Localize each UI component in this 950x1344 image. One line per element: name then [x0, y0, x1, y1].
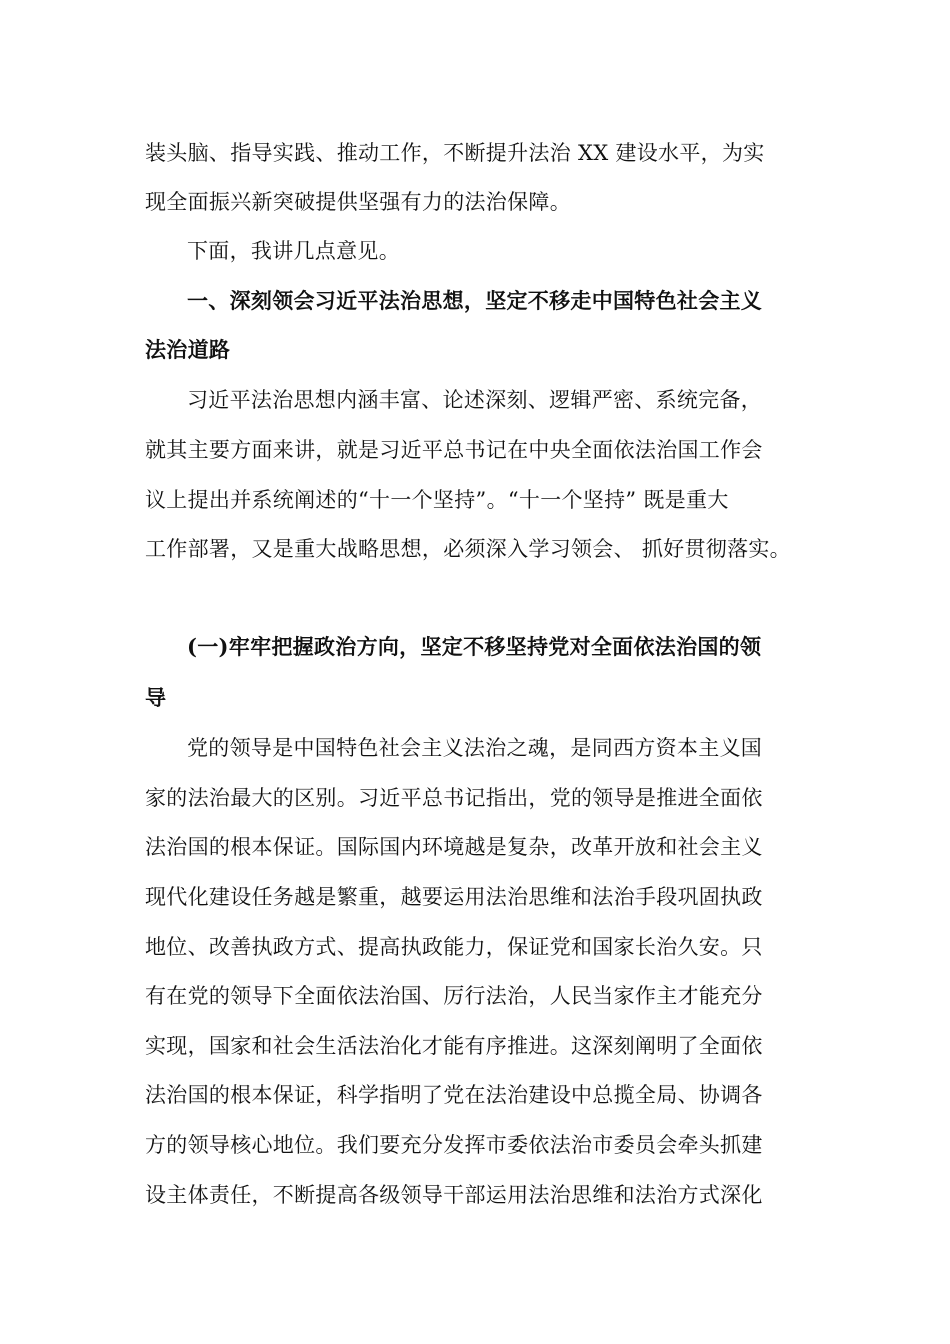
paragraph-line: 党的领导是中国特色社会主义法治之魂，是同西方资本主义国	[187, 736, 763, 760]
paragraph-line: 法治国的根本保证。国际国内环境越是复杂，改革开放和社会主义	[145, 835, 763, 859]
paragraph-line: 方的领导核心地位。我们要充分发挥市委依法治市委员会牵头抓建	[145, 1133, 763, 1157]
paragraph-line: 法治国的根本保证，科学指明了党在法治建设中总揽全局、协调各	[145, 1083, 763, 1107]
paragraph-line: 议上提出并系统阐述的“十一个坚持”。“十一个坚持” 既是重大	[145, 488, 729, 512]
paragraph-line: 地位、改善执政方式、提高执政能力，保证党和国家长治久安。只	[145, 935, 763, 959]
paragraph-line: 装头脑、指导实践、推动工作，不断提升法治 XX 建设水平，为实	[145, 141, 765, 165]
paragraph-line: 现全面振兴新突破提供坚强有力的法治保障。	[145, 190, 571, 214]
paragraph-line: 就其主要方面来讲，就是习近平总书记在中央全面依法治国工作会	[145, 438, 763, 462]
subsection-heading: (一)牢牢把握政治方向，坚定不移坚持党对全面依法治国的领	[187, 634, 762, 659]
section-heading: 法治道路	[145, 337, 231, 362]
subsection-heading: 导	[145, 685, 167, 710]
paragraph-line: 实现，国家和社会生活法治化才能有序推进。这深刻阐明了全面依	[145, 1034, 763, 1058]
paragraph-line: 下面，我讲几点意见。	[187, 239, 400, 263]
paragraph-line: 工作部署，又是重大战略思想，必须深入学习领会、 抓好贯彻落实。	[145, 537, 791, 561]
paragraph-line: 现代化建设任务越是繁重，越要运用法治思维和法治手段巩固执政	[145, 885, 763, 909]
paragraph-line: 设主体责任，不断提高各级领导干部运用法治思维和法治方式深化	[145, 1183, 763, 1207]
paragraph-line: 家的法治最大的区别。习近平总书记指出，党的领导是推进全面依	[145, 786, 763, 810]
paragraph-line: 习近平法治思想内涵丰富、论述深刻、逻辑严密、系统完备，	[187, 388, 763, 412]
paragraph-line: 有在党的领导下全面依法治国、厉行法治，人民当家作主才能充分	[145, 984, 763, 1008]
section-heading: 一、深刻领会习近平法治思想，坚定不移走中国特色社会主义	[187, 288, 763, 313]
